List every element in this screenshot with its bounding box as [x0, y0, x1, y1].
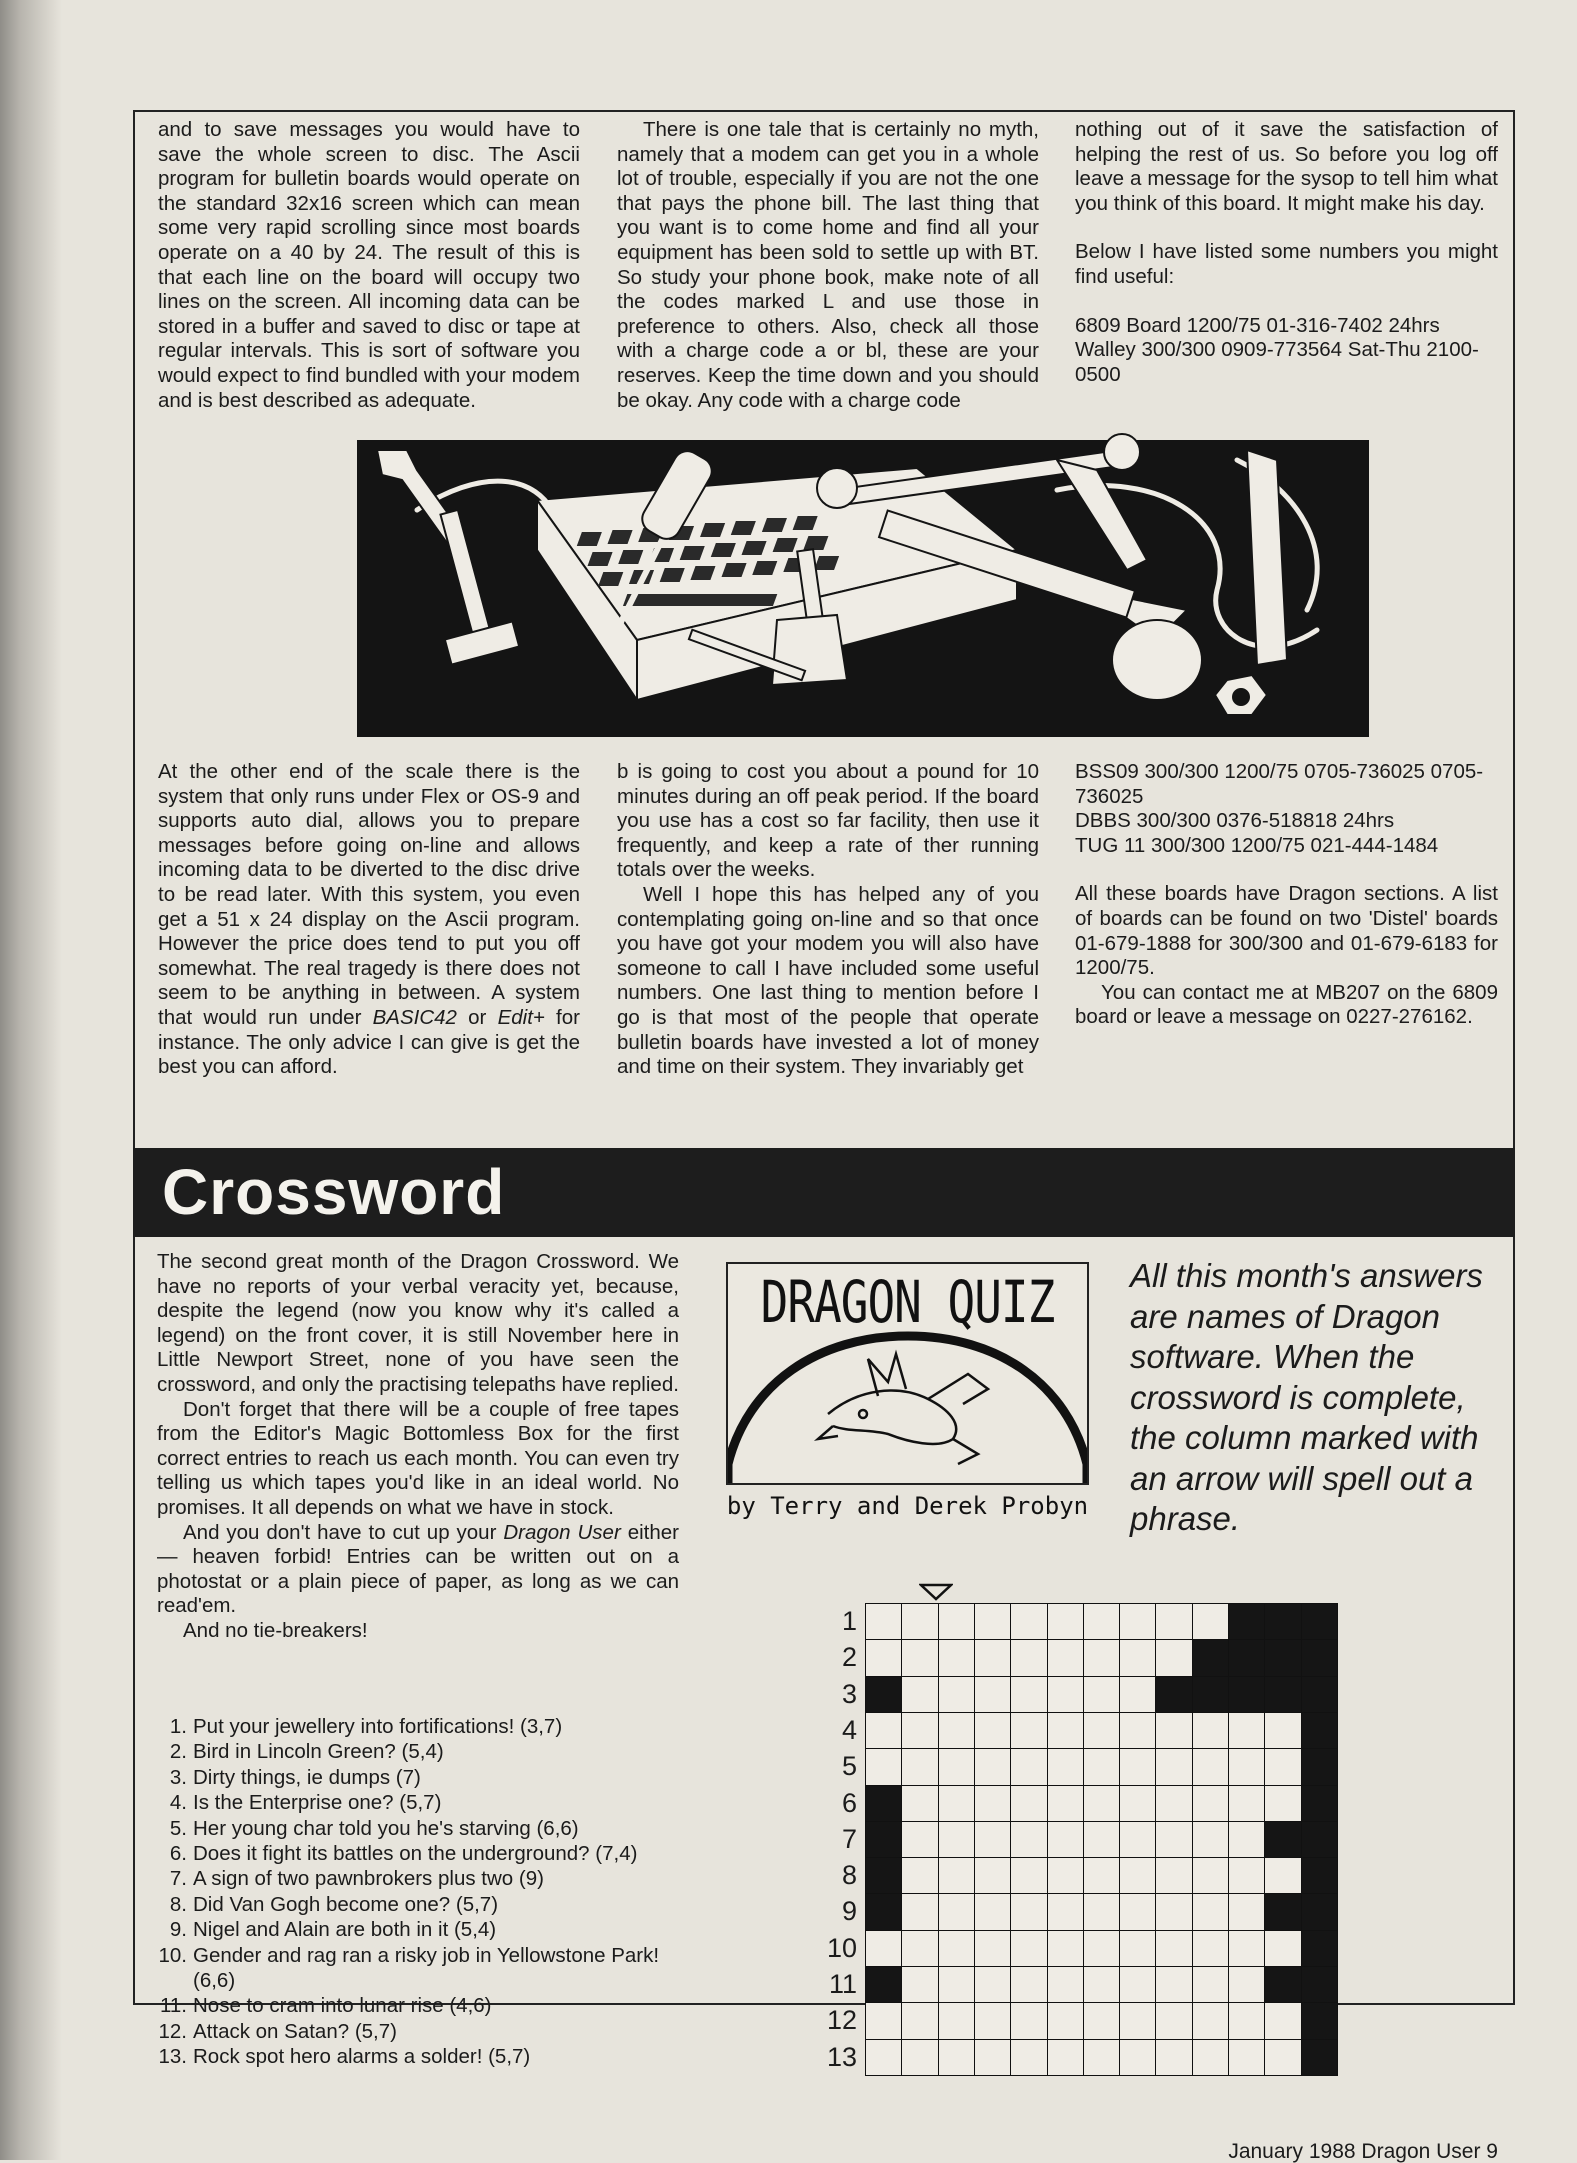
grid-cell[interactable] [974, 1712, 1012, 1750]
clue-item [157, 1943, 687, 1994]
bbs-number: Walley 300/300 0909-773564 Sat-Thu 2100-0500 [1075, 338, 1479, 386]
dragon-quiz-logo [726, 1262, 1089, 1485]
grid-cell[interactable] [901, 1712, 939, 1750]
grid-cell[interactable] [938, 1785, 976, 1823]
quiz-credit: by Terry and Derek Probyn [726, 1492, 1089, 1520]
grid-cell[interactable] [1047, 1676, 1085, 1714]
grid-cell[interactable] [938, 1712, 976, 1750]
clue-item [157, 1765, 687, 1790]
grid-cell[interactable] [1047, 1639, 1085, 1677]
grid-cell[interactable] [901, 1930, 939, 1968]
article-column-3-bottom [1075, 760, 1498, 1030]
bbs-number: TUG 11 300/300 1200/75 021-444-1484 [1075, 833, 1439, 857]
software-title: BASIC42 [372, 1005, 457, 1029]
grid-row-number: 4 [841, 1714, 857, 1745]
clue-number: 1. [169, 1715, 187, 1738]
clue-text: Bird in Lincoln Green? (5,4) [193, 1740, 444, 1764]
grid-block [1301, 1603, 1339, 1641]
article-column-1-top [158, 118, 580, 413]
grid-cell[interactable] [1155, 1966, 1193, 2004]
grid-cell[interactable] [1228, 1966, 1266, 2004]
grid-cell[interactable] [1192, 1748, 1230, 1786]
grid-block [865, 1966, 903, 2004]
grid-cell[interactable] [1119, 1676, 1157, 1714]
grid-cell[interactable] [1264, 1930, 1302, 1968]
grid-cell[interactable] [1264, 1712, 1302, 1750]
grid-cell[interactable] [1192, 2002, 1230, 2040]
grid-block [1264, 1966, 1302, 2004]
grid-cell[interactable] [1119, 1966, 1157, 2004]
grid-cell[interactable] [901, 1785, 939, 1823]
clue-number: 6. [169, 1842, 187, 1866]
grid-cell[interactable] [1047, 2039, 1085, 2077]
clue-item [157, 2019, 687, 2044]
grid-cell[interactable] [1119, 1821, 1157, 1859]
crossword-heading: Crossword [162, 1156, 506, 1228]
text-run: for instance. The only advice I can give is get the best you can afford. [158, 1005, 580, 1079]
grid-cell[interactable] [1047, 1930, 1085, 1968]
article-paragraph [158, 760, 580, 1080]
keyboard-tools-illustration [357, 430, 1369, 737]
grid-cell[interactable] [1083, 2002, 1121, 2040]
grid-cell[interactable] [1192, 2039, 1230, 2077]
grid-cell[interactable] [1010, 1676, 1048, 1714]
grid-block [1192, 1639, 1230, 1677]
grid-cell[interactable] [938, 1930, 976, 1968]
grid-cell[interactable] [974, 1676, 1012, 1714]
article-paragraph: b is going to cost you about a pound for 10 minutes during an off peak period. If the board you use has a cost so far facility, then use it frequently, and keep a rate of ther running totals over the weeks. [617, 760, 1039, 882]
page-folio: January 1988 Dragon User 9 [1228, 2140, 1498, 2163]
grid-cell[interactable] [1192, 1603, 1230, 1641]
grid-cell[interactable] [1264, 2039, 1302, 2077]
grid-cell[interactable] [1119, 1857, 1157, 1895]
grid-cell[interactable] [1192, 1712, 1230, 1750]
clue-item [157, 1841, 687, 1866]
clue-item [157, 1714, 687, 1739]
grid-cell[interactable] [1155, 1712, 1193, 1750]
clue-text: Nose to cram into lunar rise (4,6) [193, 1994, 492, 2018]
grid-cell[interactable] [974, 1893, 1012, 1931]
bbs-number: DBBS 300/300 0376-518818 24hrs [1075, 809, 1395, 833]
grid-cell[interactable] [974, 1639, 1012, 1677]
grid-cell[interactable] [974, 1857, 1012, 1895]
grid-cell[interactable] [1228, 1930, 1266, 1968]
grid-cell[interactable] [1010, 1639, 1048, 1677]
grid-row-number: 1 [841, 1606, 857, 1636]
clue-text: Rock spot hero alarms a solder! (5,7) [193, 2045, 531, 2069]
grid-cell[interactable] [1119, 1748, 1157, 1786]
grid-block [1155, 1676, 1193, 1714]
software-title: Edit+ [497, 1005, 545, 1029]
article-paragraph: and to save messages you would have to save the whole screen to disc. The Ascii program for bulletin boards would operate on the standard 32x16 screen which can mean some very rapid scrolling since most boards operate on a 40 by 24. The result of this is that each line on the board will occupy two lines on the screen. All incoming data can be stored in a buffer and saved to disc or tape at regular intervals. This is sort of software you would expect to find bundled with your modem and is best described as adequate. [158, 118, 580, 412]
grid-cell[interactable] [1119, 2002, 1157, 2040]
grid-cell[interactable] [1010, 2039, 1048, 2077]
clue-text: Did Van Gogh become one? (5,7) [193, 1892, 499, 1916]
grid-cell[interactable] [1119, 1639, 1157, 1677]
grid-cell[interactable] [1010, 1712, 1048, 1750]
grid-block [1228, 1639, 1266, 1677]
grid-row-number: 9 [841, 1896, 857, 1927]
grid-cell[interactable] [1083, 1857, 1121, 1895]
grid-cell[interactable] [865, 1930, 903, 1968]
grid-cell[interactable] [1083, 1930, 1121, 1968]
grid-block [865, 1676, 903, 1714]
clue-item [157, 1917, 687, 1942]
grid-cell[interactable] [1119, 1712, 1157, 1750]
grid-cell[interactable] [1119, 1785, 1157, 1823]
clue-text: Nigel and Alain are both in it (5,4) [193, 1918, 497, 1942]
grid-cell[interactable] [1155, 1748, 1193, 1786]
grid-cell[interactable] [1047, 2002, 1085, 2040]
clue-item [157, 1739, 687, 1764]
grid-cell[interactable] [1264, 2002, 1302, 2040]
grid-cell[interactable] [865, 1639, 903, 1677]
grid-cell[interactable] [1155, 1821, 1193, 1859]
clue-item [157, 1790, 687, 1815]
grid-cell[interactable] [901, 1639, 939, 1677]
grid-cell[interactable] [938, 1676, 976, 1714]
text-run: either — heaven forbid! Entries can be written out on a photostat or a plain piece of paper, as long as we can read'em. [157, 1520, 680, 1618]
grid-block [865, 1785, 903, 1823]
grid-cell[interactable] [1083, 1712, 1121, 1750]
grid-cell[interactable] [1047, 1748, 1085, 1786]
clue-number: 9. [169, 1918, 187, 1942]
grid-cell[interactable] [1010, 1821, 1048, 1859]
grid-block [1301, 1857, 1339, 1895]
grid-cell[interactable] [1192, 1821, 1230, 1859]
grid-cell[interactable] [1155, 2039, 1193, 2077]
grid-cell[interactable] [1010, 1930, 1048, 1968]
grid-block [1264, 1821, 1302, 1859]
grid-cell[interactable] [901, 2039, 939, 2077]
article-paragraph: There is one tale that is certainly no myth, namely that a modem can get you in a whole lot of trouble, especially if you are not the one that pays the phone bill. The last thing that you want is to come home and find all your equipment has been sold to settle up with BT. So study your phone book, make note of all the codes marked L and use those in preference to others. Also, check all those with a charge code a or bl, these are your reserves. Keep the time down and you should be okay. Any code with a charge code [617, 118, 1039, 412]
grid-cell[interactable] [1228, 1857, 1266, 1895]
clue-text: Does it fight its battles on the underground? (7,4) [193, 1842, 638, 1866]
grid-cell[interactable] [938, 1821, 976, 1859]
bbs-number: 6809 Board 1200/75 01-316-7402 24hrs [1075, 313, 1440, 337]
clue-list [157, 1714, 687, 2070]
grid-row-number: 10 [826, 1932, 857, 1963]
grid-cell[interactable] [865, 2039, 903, 2077]
grid-cell[interactable] [901, 1748, 939, 1786]
grid-cell[interactable] [901, 1893, 939, 1931]
grid-cell[interactable] [901, 1676, 939, 1714]
clue-item [157, 1892, 687, 1917]
grid-block [865, 1821, 903, 1859]
clue-text: Gender and rag ran a risky job in Yellowstone Park! (6,6) [193, 1943, 660, 1993]
grid-cell[interactable] [1083, 1603, 1121, 1641]
grid-cell[interactable] [974, 1930, 1012, 1968]
article-column-2-bottom [617, 760, 1039, 1080]
grid-cell[interactable] [1192, 1930, 1230, 1968]
grid-cell[interactable] [1010, 1603, 1048, 1641]
intro-paragraph: Don't forget that there will be a couple of free tapes from the Editor's Magic Bottomless Box for the first correct entries to reach us each month. You can even try telling us which tapes you'd like in an ideal world. No promises. It all depends on what we have in stock. [157, 1397, 679, 1519]
article-paragraph: You can contact me at MB207 on the 6809 board or leave a message on 0227-276162. [1075, 980, 1498, 1029]
grid-cell[interactable] [1083, 1785, 1121, 1823]
down-arrow-icon [919, 1583, 953, 1601]
clue-number: 13. [158, 2045, 187, 2069]
grid-row-number: 5 [841, 1751, 857, 1782]
grid-cell[interactable] [1228, 2002, 1266, 2040]
clue-item [157, 1816, 687, 1841]
grid-cell[interactable] [1192, 1893, 1230, 1931]
article-column-1-bottom [158, 760, 580, 1080]
clue-number: 2. [169, 1740, 187, 1764]
article-paragraph: Well I hope this has helped any of you contemplating going on-line and so that once you have got your modem you will also have someone to call I have included some useful numbers. One last thing to mention before I go is that most of the people that operate bulletin boards have invested a lot of money and time on their system. They invariably get [617, 882, 1039, 1079]
grid-cell[interactable] [1047, 1966, 1085, 2004]
grid-cell[interactable] [901, 1821, 939, 1859]
grid-block [1301, 1785, 1339, 1823]
grid-cell[interactable] [938, 1893, 976, 1931]
grid-cell[interactable] [1119, 1930, 1157, 1968]
grid-row-number: 7 [841, 1823, 857, 1854]
article-column-2-top [617, 118, 1039, 413]
grid-cell[interactable] [1010, 2002, 1048, 2040]
grid-cell[interactable] [1264, 1748, 1302, 1786]
grid-row-number: 2 [841, 1642, 857, 1673]
grid-cell[interactable] [974, 1748, 1012, 1786]
grid-cell[interactable] [1264, 1857, 1302, 1895]
grid-cell[interactable] [1047, 1603, 1085, 1641]
intro-paragraph: The second great month of the Dragon Crossword. We have no reports of your verbal veracity yet, because, despite the legend (now you know why it's called a legend) on the front cover, it is still November here in Little Newport Street, none of you have seen the crossword, and only the practising telepaths have replied. [157, 1250, 679, 1396]
clue-item [157, 1866, 687, 1891]
grid-row-number: 8 [841, 1860, 857, 1891]
grid-cell[interactable] [938, 1639, 976, 1677]
grid-cell[interactable] [1047, 1821, 1085, 1859]
grid-block [1301, 2002, 1339, 2040]
grid-cell[interactable] [1228, 1893, 1266, 1931]
intro-paragraph: And no tie-breakers! [183, 1618, 368, 1642]
grid-cell[interactable] [1155, 2002, 1193, 2040]
grid-cell[interactable] [1228, 1785, 1266, 1823]
clue-text: Her young char told you he's starving (6,6) [193, 1816, 579, 1840]
grid-cell[interactable] [1047, 1712, 1085, 1750]
quiz-title: DRAGON QUIZ [760, 1268, 1055, 1336]
grid-cell[interactable] [865, 1748, 903, 1786]
grid-cell[interactable] [901, 2002, 939, 2040]
grid-cell[interactable] [974, 1966, 1012, 2004]
grid-cell[interactable] [938, 2002, 976, 2040]
grid-cell[interactable] [1228, 1712, 1266, 1750]
grid-cell[interactable] [1155, 1603, 1193, 1641]
grid-cell[interactable] [1010, 1893, 1048, 1931]
grid-cell[interactable] [1192, 1785, 1230, 1823]
grid-block [1264, 1676, 1302, 1714]
grid-cell[interactable] [1155, 1785, 1193, 1823]
grid-cell[interactable] [974, 1603, 1012, 1641]
grid-cell[interactable] [1083, 1893, 1121, 1931]
grid-cell[interactable] [938, 1857, 976, 1895]
grid-block [1264, 1893, 1302, 1931]
magazine-title: Dragon User [503, 1520, 621, 1544]
crossword-intro [157, 1250, 679, 1644]
grid-cell[interactable] [974, 1785, 1012, 1823]
crossword-note: All this month's answers are names of Dragon software. When the crossword is complete, the column marked with an arrow will spell out a phrase. [1130, 1257, 1483, 1537]
clue-number: 5. [169, 1816, 187, 1840]
grid-cell[interactable] [1083, 1966, 1121, 2004]
grid-row-number: 13 [826, 2041, 857, 2072]
grid-cell[interactable] [974, 2002, 1012, 2040]
grid-cell[interactable] [901, 1857, 939, 1895]
grid-cell[interactable] [1119, 1603, 1157, 1641]
grid-cell[interactable] [1192, 1966, 1230, 2004]
grid-cell[interactable] [1083, 1821, 1121, 1859]
grid-cell[interactable] [1119, 2039, 1157, 2077]
grid-block [865, 1857, 903, 1895]
grid-cell[interactable] [974, 1821, 1012, 1859]
grid-cell[interactable] [1155, 1930, 1193, 1968]
grid-cell[interactable] [1010, 1966, 1048, 2004]
grid-row-number: 3 [841, 1678, 857, 1709]
article-paragraph: Below I have listed some numbers you might find useful: [1075, 240, 1498, 288]
grid-block [1228, 1603, 1266, 1641]
grid-row-number: 12 [826, 2005, 857, 2036]
grid-block [1301, 1676, 1339, 1714]
grid-block [1301, 1748, 1339, 1786]
grid-cell[interactable] [1155, 1893, 1193, 1931]
grid-cell[interactable] [974, 2039, 1012, 2077]
grid-row-number: 6 [841, 1787, 857, 1818]
grid-cell[interactable] [865, 2002, 903, 2040]
grid-cell[interactable] [901, 1966, 939, 2004]
grid-block [865, 1893, 903, 1931]
grid-block [1301, 1930, 1339, 1968]
grid-cell[interactable] [1228, 1748, 1266, 1786]
grid-cell[interactable] [938, 2039, 976, 2077]
grid-cell[interactable] [1083, 2039, 1121, 2077]
grid-cell[interactable] [1119, 1893, 1157, 1931]
text-run: At the other end of the scale there is the system that only runs under Flex or OS-9 and supports auto dial, allows you to prepare messages before going on-line and allows incoming data to be diverted to the disc drive to be read later. With this system, you even get a 51 x 24 display on the Ascii program. However the price does tend to put you off somewhat. The real tragedy is there does not seem to be anything in between. A system that would run under [158, 760, 580, 1029]
clue-number: 11. [160, 1994, 187, 2018]
grid-cell[interactable] [1010, 1785, 1048, 1823]
grid-block [1301, 1712, 1339, 1750]
grid-block [1301, 1639, 1339, 1677]
clue-number: 10. [158, 1943, 187, 1967]
clue-number: 4. [169, 1791, 187, 1815]
clue-text: Is the Enterprise one? (5,7) [193, 1791, 442, 1815]
grid-cell[interactable] [1155, 1639, 1193, 1677]
text-run: or [456, 1005, 498, 1029]
grid-cell[interactable] [1264, 1785, 1302, 1823]
grid-cell[interactable] [1047, 1893, 1085, 1931]
grid-cell[interactable] [901, 1603, 939, 1641]
intro-paragraph [157, 1521, 679, 1619]
grid-cell[interactable] [938, 1603, 976, 1641]
grid-cell[interactable] [1155, 1857, 1193, 1895]
grid-cell[interactable] [865, 1712, 903, 1750]
grid-cell[interactable] [1228, 2039, 1266, 2077]
clue-item [157, 1993, 687, 2018]
grid-block [1192, 1676, 1230, 1714]
clue-number: 3. [169, 1765, 187, 1789]
bbs-number: BSS09 300/300 1200/75 0705-736025 0705-736025 [1075, 760, 1484, 808]
grid-block [1301, 1966, 1339, 2004]
clue-text: Attack on Satan? (5,7) [193, 2019, 397, 2043]
grid-block [1301, 1893, 1339, 1931]
article-column-3-top [1075, 118, 1498, 387]
clue-text: A sign of two pawnbrokers plus two (9) [193, 1867, 544, 1891]
grid-cell[interactable] [1047, 1785, 1085, 1823]
grid-cell[interactable] [1192, 1857, 1230, 1895]
clue-text: Dirty things, ie dumps (7) [193, 1765, 421, 1789]
grid-cell[interactable] [1228, 1821, 1266, 1859]
text-run: And you don't have to cut up your [183, 1520, 504, 1544]
dragon-drawing [728, 1264, 1087, 1483]
grid-cell[interactable] [1083, 1639, 1121, 1677]
clue-number: 8. [169, 1892, 187, 1916]
grid-block [1301, 2039, 1339, 2077]
page-spine-shadow [0, 0, 62, 2160]
grid-cell[interactable] [938, 1966, 976, 2004]
clue-item [157, 2044, 687, 2069]
clue-number: 7. [169, 1867, 187, 1891]
grid-block [1264, 1639, 1302, 1677]
grid-cell[interactable] [1010, 1857, 1048, 1895]
grid-cell[interactable] [938, 1748, 976, 1786]
article-paragraph: All these boards have Dragon sections. A list of boards can be found on two 'Distel' boards 01-679-1888 for 300/300 and 01-679-6183 for 1200/75. [1075, 882, 1498, 980]
grid-row-number: 11 [828, 1969, 857, 1999]
grid-cell[interactable] [1047, 1857, 1085, 1895]
clue-text: Put your jewellery into fortifications! (3,7) [193, 1715, 563, 1738]
grid-cell[interactable] [865, 1603, 903, 1641]
article-paragraph: nothing out of it save the satisfaction of helping the rest of us. So before you log off leave a message for the sysop to tell him what you think of this board. It might make his day. [1075, 118, 1498, 215]
grid-cell[interactable] [1083, 1748, 1121, 1786]
grid-block [1264, 1603, 1302, 1641]
clue-number: 12. [158, 2019, 187, 2043]
grid-cell[interactable] [1083, 1676, 1121, 1714]
grid-cell[interactable] [1010, 1748, 1048, 1786]
grid-block [1228, 1676, 1266, 1714]
grid-block [1301, 1821, 1339, 1859]
